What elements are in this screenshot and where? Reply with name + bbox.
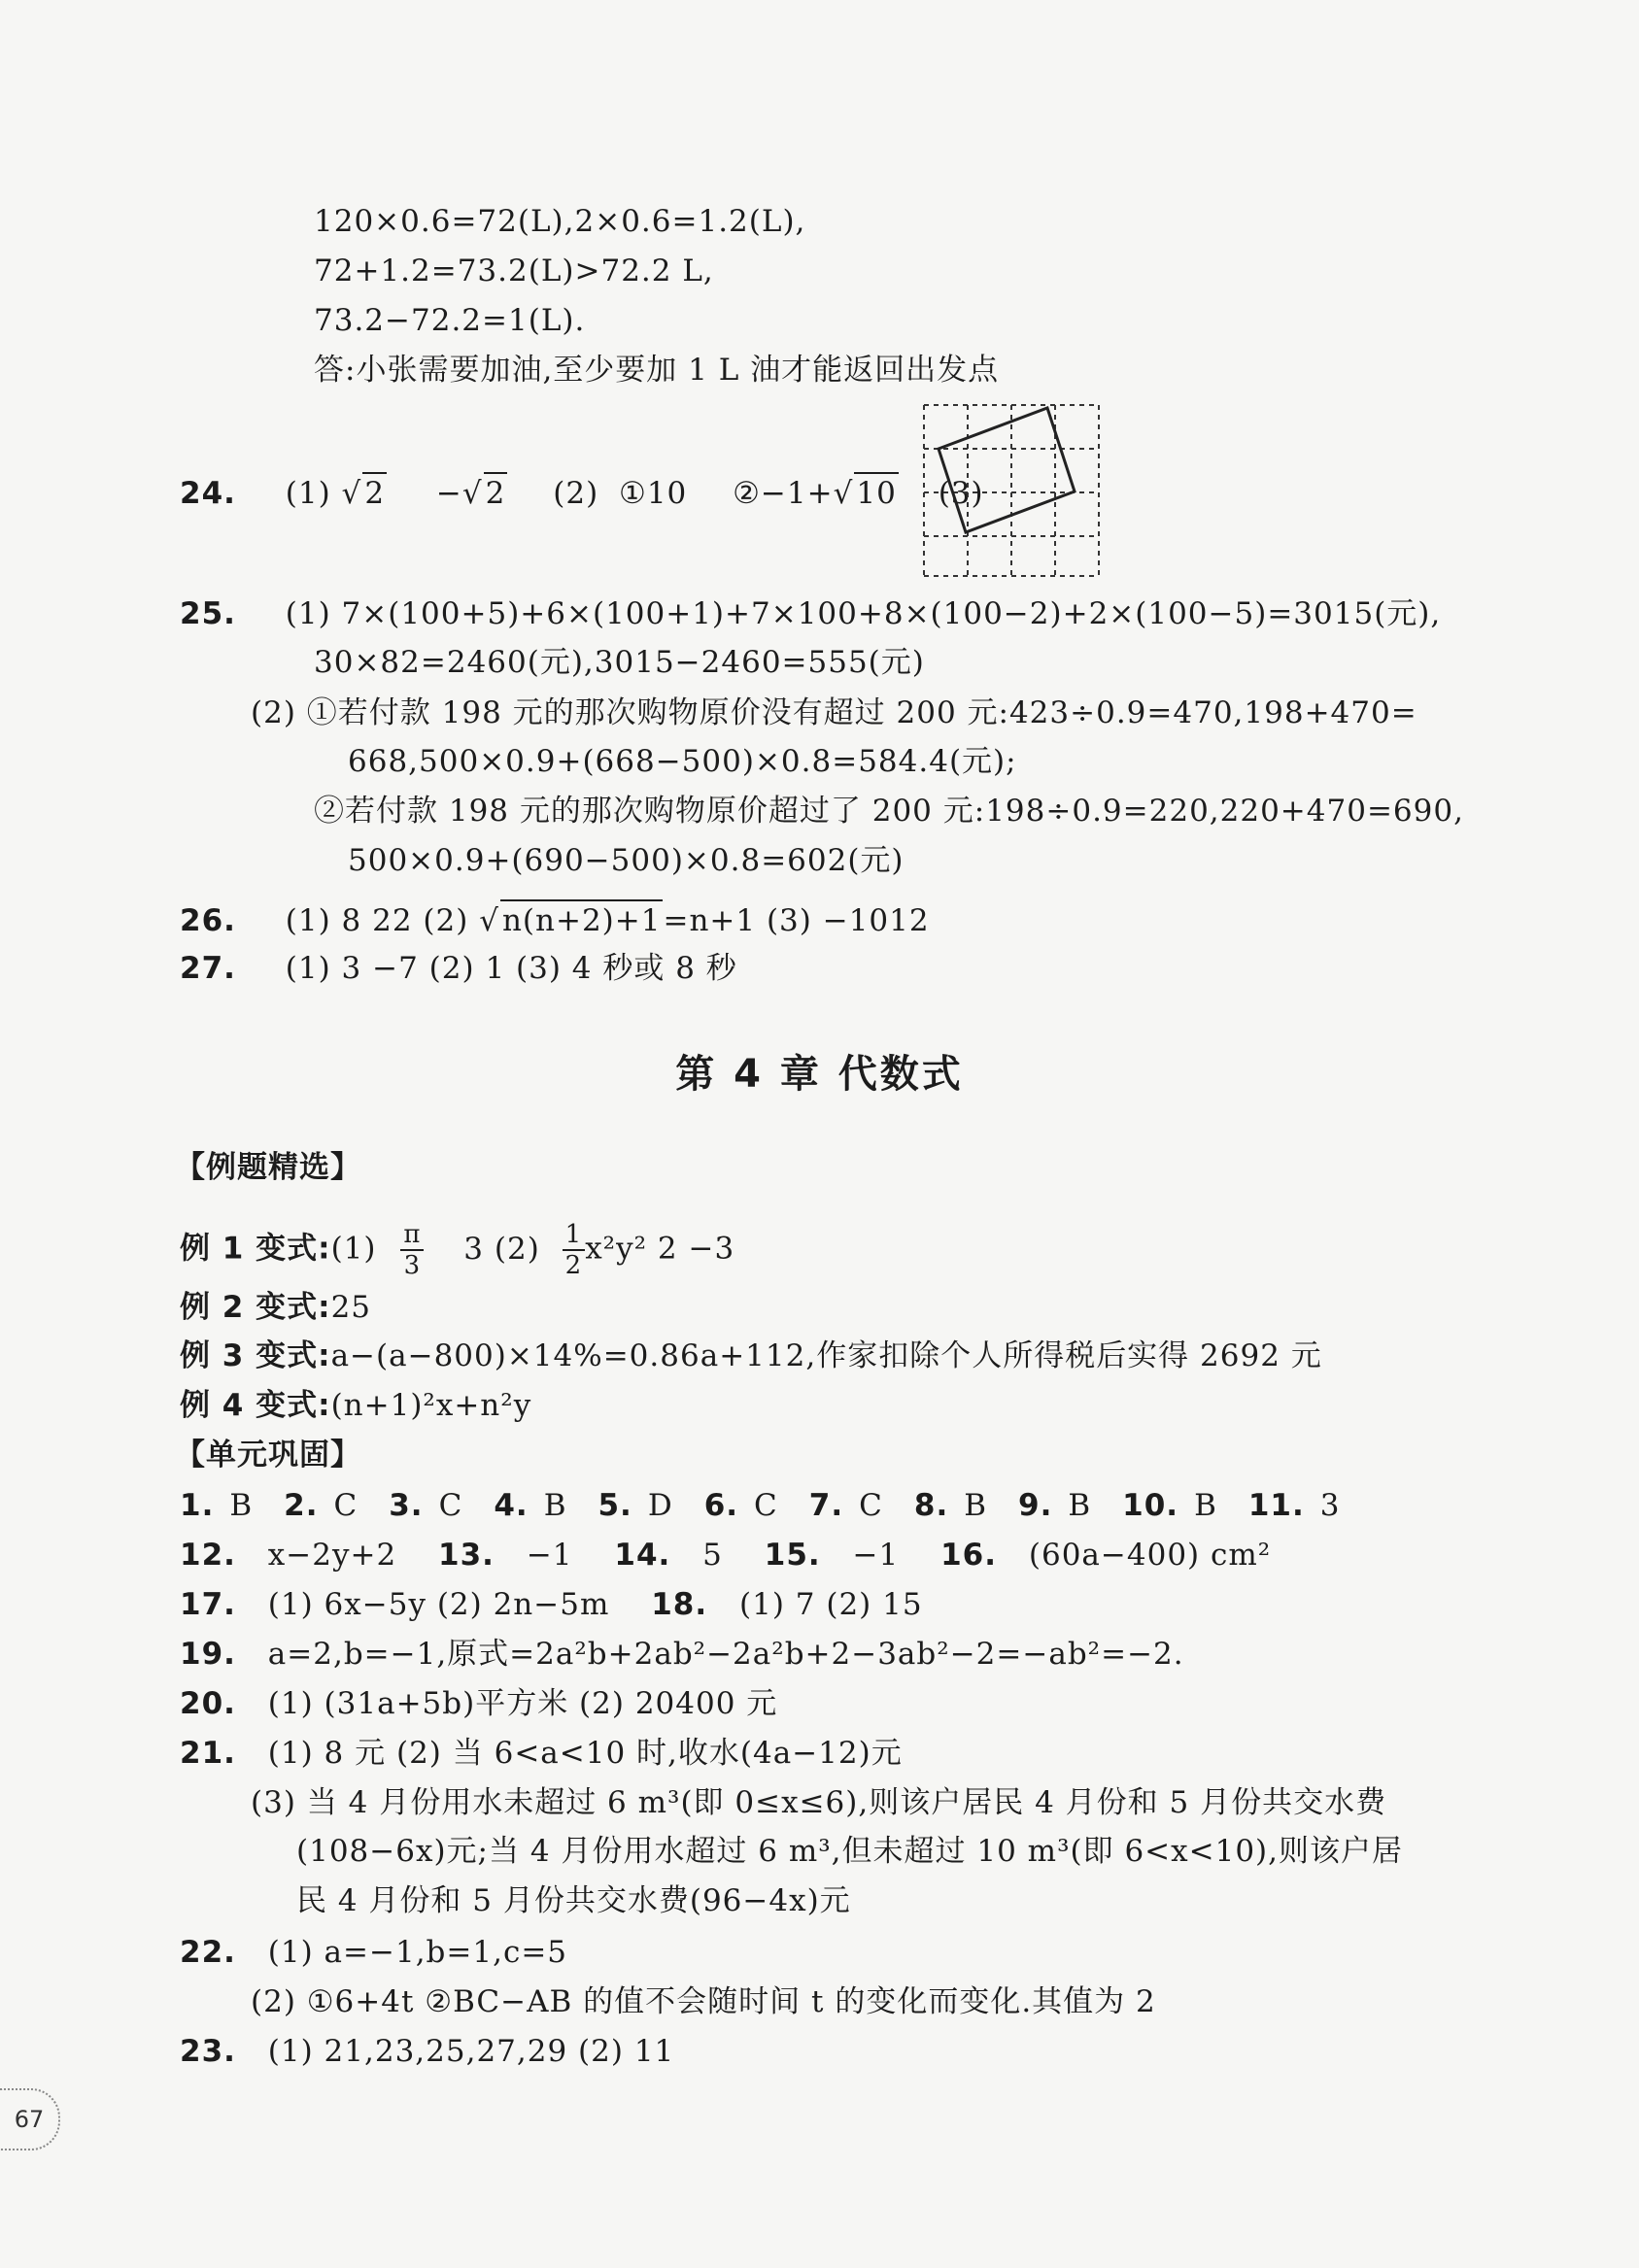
part-label: (1) xyxy=(330,1231,377,1267)
question-number: 27. xyxy=(180,951,236,986)
example-label: 例 2 变式: xyxy=(180,1290,331,1325)
answer-value: ①10 xyxy=(619,476,688,511)
numerator: π xyxy=(400,1220,424,1251)
part-label: (2) xyxy=(553,476,599,511)
question-number: 24. xyxy=(180,476,236,511)
choice-answer: B xyxy=(1068,1488,1092,1523)
question-number: 3. xyxy=(389,1488,424,1523)
denominator: 3 xyxy=(403,1251,422,1280)
answer-text: (1) 7×(100+5)+6×(100+1)+7×100+8×(100−2)+2×(100−5)=3015(元), xyxy=(285,596,1442,631)
question-number: 5. xyxy=(598,1488,632,1523)
question-number: 12. xyxy=(180,1538,236,1573)
question-number: 17. xyxy=(180,1587,236,1622)
numerator: 1 xyxy=(563,1220,586,1251)
part-label: (3) xyxy=(938,476,984,511)
sqrt-value: n(n+2)+1 xyxy=(500,899,664,940)
answer-text: a=2,b=−1,原式=2a²b+2ab²−2a²b+2−3ab²−2=−ab²=−2. xyxy=(267,1637,1184,1672)
answer-text: 3 (2) xyxy=(463,1231,540,1267)
answer-text: 5 xyxy=(702,1538,723,1573)
question-27 xyxy=(180,949,737,988)
question-21-line-1 xyxy=(180,1734,903,1773)
answer-text: (1) a=−1,b=1,c=5 xyxy=(267,1935,568,1970)
section-heading: 【例题精选】 xyxy=(175,1150,361,1185)
choice-answer: B xyxy=(543,1488,567,1523)
question-25-line-6: 500×0.9+(690−500)×0.8=602(元) xyxy=(348,843,905,878)
questions-12-16 xyxy=(180,1536,1271,1574)
example-1 xyxy=(180,1220,734,1280)
answer-text: x²y² 2 −3 xyxy=(585,1231,735,1267)
sqrt-value: 10 xyxy=(854,472,898,513)
question-number: 9. xyxy=(1018,1488,1053,1523)
answer-text: (1) 6x−5y (2) 2n−5m xyxy=(267,1587,610,1622)
answer-text: (1) 8 22 (2) xyxy=(285,903,469,938)
choice-answer: C xyxy=(438,1488,463,1523)
question-number: 6. xyxy=(703,1488,739,1523)
choice-answer: C xyxy=(754,1488,778,1523)
question-number: 22. xyxy=(180,1935,236,1970)
question-19 xyxy=(180,1635,1184,1674)
question-number: 26. xyxy=(180,903,236,938)
question-number: 20. xyxy=(180,1686,236,1721)
choice-answer: B xyxy=(964,1488,988,1523)
question-number: 1. xyxy=(180,1488,215,1523)
question-number: 18. xyxy=(651,1587,708,1622)
question-22-line-2: (2) ①6+4t ②BC−AB 的值不会随时间 t 的变化而变化.其值为 2 xyxy=(251,1984,1156,2019)
question-25-line-4: 668,500×0.9+(668−500)×0.8=584.4(元); xyxy=(348,744,1017,779)
answer-text: −1 xyxy=(526,1538,573,1573)
example-label: 例 4 变式: xyxy=(180,1388,331,1423)
example-4 xyxy=(180,1386,531,1425)
question-23 xyxy=(180,2032,674,2071)
calc-line-1: 120×0.6=72(L),2×0.6=1.2(L), xyxy=(314,204,806,239)
sqrt-value: 2 xyxy=(484,472,508,513)
example-2 xyxy=(180,1288,371,1327)
choice-answer: B xyxy=(229,1488,254,1523)
question-number: 15. xyxy=(764,1538,821,1573)
answer-text: (n+1)²x+n²y xyxy=(330,1388,532,1423)
fraction xyxy=(563,1220,586,1280)
answer-text: x−2y+2 xyxy=(267,1538,397,1573)
answer-line: 答:小张需要加油,至少要加 1 L 油才能返回出发点 xyxy=(314,353,1000,388)
question-21-line-2: (3) 当 4 月份用水未超过 6 m³(即 0≤x≤6),则该户居民 4 月份和 5 月份共交水费 xyxy=(251,1785,1387,1820)
question-22-line-1 xyxy=(180,1933,567,1972)
question-21-line-4: 民 4 月份和 5 月份共交水费(96−4x)元 xyxy=(296,1883,851,1918)
question-26: 26. (1) 8 22 (2) √n(n+2)+1=n+1 (3) −1012 xyxy=(180,899,930,940)
question-number: 7. xyxy=(808,1488,844,1523)
answer-text: a−(a−800)×14%=0.86a+112,作家扣除个人所得税后实得 2692 元 xyxy=(330,1338,1322,1373)
question-number: 21. xyxy=(180,1736,236,1771)
choice-answer: C xyxy=(859,1488,883,1523)
answer-text: −1 xyxy=(852,1538,900,1573)
question-number: 8. xyxy=(913,1488,949,1523)
question-20 xyxy=(180,1684,777,1723)
question-number: 10. xyxy=(1122,1488,1179,1523)
answer-text: =n+1 (3) −1012 xyxy=(663,903,930,938)
question-number: 11. xyxy=(1247,1488,1305,1523)
page-number: 67 xyxy=(0,2088,60,2150)
question-number: 2. xyxy=(284,1488,319,1523)
question-25-line-2: 30×82=2460(元),3015−2460=555(元) xyxy=(314,645,925,680)
question-21-line-3: (108−6x)元;当 4 月份用水超过 6 m³,但未超过 10 m³(即 6<x<10),则该户居 xyxy=(296,1834,1403,1869)
question-25-line-3: (2) ①若付款 198 元的那次购物原价没有超过 200 元:423÷0.9=470,198+470= xyxy=(251,695,1417,730)
denominator: 2 xyxy=(564,1251,583,1280)
section-heading: 【单元巩固】 xyxy=(175,1438,361,1473)
question-25-line-1 xyxy=(180,594,1441,633)
example-label: 例 3 变式: xyxy=(180,1338,331,1373)
answer-value: ②−1+ xyxy=(733,476,834,511)
choice-answer: D xyxy=(647,1488,673,1523)
answer-text: (1) 8 元 (2) 当 6<a<10 时,收水(4a−12)元 xyxy=(267,1736,903,1771)
question-25-line-5: ②若付款 198 元的那次购物原价超过了 200 元:198÷0.9=220,220+470=690, xyxy=(314,794,1464,829)
answer-text: (1) 7 (2) 15 xyxy=(739,1587,923,1622)
part-label: (1) xyxy=(285,476,331,511)
questions-17-18 xyxy=(180,1585,923,1624)
question-number: 25. xyxy=(180,596,236,631)
answer-text: 25 xyxy=(330,1290,372,1325)
calc-line-3: 73.2−72.2=1(L). xyxy=(314,303,586,338)
question-24: 24. (1) √2 −√2 (2) ①10 ②−1+√10 (3) xyxy=(180,472,984,513)
minus-sign: − xyxy=(435,476,462,511)
example-3 xyxy=(180,1337,1322,1375)
question-number: 19. xyxy=(180,1637,236,1672)
multiple-choice-answers xyxy=(180,1486,1341,1525)
question-number: 4. xyxy=(494,1488,529,1523)
choice-answer: 3 xyxy=(1319,1488,1341,1523)
answer-text: (60a−400) cm² xyxy=(1028,1538,1272,1573)
example-label: 例 1 变式: xyxy=(180,1231,331,1267)
answer-text: (1) (31a+5b)平方米 (2) 20400 元 xyxy=(267,1686,778,1721)
grid-square-figure xyxy=(921,402,1102,579)
sqrt-value: 2 xyxy=(362,472,387,513)
chapter-title: 第 4 章 代数式 xyxy=(675,1052,964,1097)
question-number: 14. xyxy=(614,1538,671,1573)
question-number: 16. xyxy=(940,1538,998,1573)
answer-text: (1) 21,23,25,27,29 (2) 11 xyxy=(267,2034,675,2069)
answer-text: (1) 3 −7 (2) 1 (3) 4 秒或 8 秒 xyxy=(285,951,737,986)
fraction xyxy=(400,1220,424,1280)
choice-answer: B xyxy=(1194,1488,1217,1523)
calc-line-2: 72+1.2=73.2(L)>72.2 L, xyxy=(314,254,714,288)
question-number: 13. xyxy=(438,1538,495,1573)
question-number: 23. xyxy=(180,2034,236,2069)
choice-answer: C xyxy=(333,1488,359,1523)
